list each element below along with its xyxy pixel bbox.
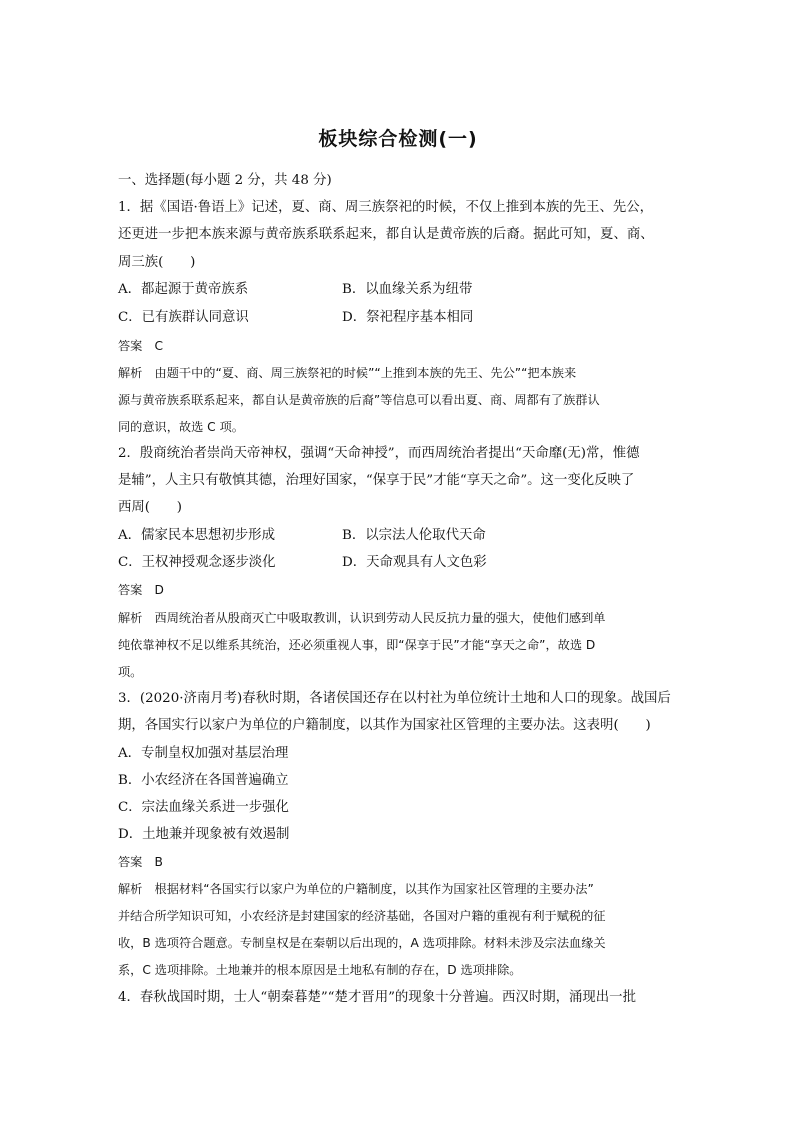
q1-stem-line-2: 还更进一步把本族来源与黄帝族系联系起来，都自认是黄帝族的后裔。据此可知，夏、商、 <box>118 227 654 242</box>
q2-options-row-1 <box>118 527 486 545</box>
q1-option-a: A．都起源于黄帝族系 <box>118 282 249 297</box>
q3-stem-line-2: 期，各国实行以家户为单位的户籍制度，以其作为国家社区管理的主要办法。这表明( ) <box>118 718 651 733</box>
q1-option-d: D．祭祀程序基本相同 <box>342 310 474 325</box>
q2-option-b: B．以宗法人伦取代天命 <box>342 528 486 543</box>
q3-option-b: B．小农经济在各国普遍确立 <box>118 773 289 788</box>
q1-analysis-line-1: 解析 由题干中的“夏、商、周三族祭祀的时候”“上推到本族的先王、先公”“把本族来 <box>118 366 577 380</box>
q1-options-row-1 <box>118 281 473 299</box>
q3-option-a: A．专制皇权加强对基层治理 <box>118 746 289 761</box>
q1-options-row-2 <box>118 309 474 327</box>
q2-analysis-line-3: 项。 <box>118 665 143 679</box>
q2-option-d: D．天命观具有人文色彩 <box>342 555 487 570</box>
q2-answer: 答案 D <box>118 583 164 597</box>
q1-option-c: C．已有族群认同意识 <box>118 310 249 325</box>
page-title: 板块综合检测(一) <box>318 128 478 150</box>
q2-analysis-line-2: 纯依靠神权不足以维系其统治，还必须重视人事，即“保享于民”才能“享天之命”，故选 D <box>118 638 596 652</box>
q1-stem-line-1: 1．据《国语·鲁语上》记述，夏、商、周三族祭祀的时候，不仅上推到本族的先王、先公， <box>118 200 654 215</box>
q2-options-row-2 <box>118 554 487 572</box>
q1-analysis-line-3: 同的意识，故选 C 项。 <box>118 420 244 434</box>
q2-option-a: A．儒家民本思想初步形成 <box>118 528 275 543</box>
q2-option-c: C．王权神授观念逐步淡化 <box>118 555 276 570</box>
q3-stem-line-1: 3．(2020·济南月考)春秋时期，各诸侯国还存在以村社为单位统计土地和人口的现象。战国后 <box>118 691 671 706</box>
q3-analysis-line-2: 并结合所学知识可知，小农经济是封建国家的经济基础，各国对户籍的重视有利于赋税的征 <box>118 909 606 923</box>
q1-option-b: B．以血缘关系为纽带 <box>342 282 473 297</box>
q3-option-c: C．宗法血缘关系进一步强化 <box>118 800 289 815</box>
q2-stem-line-3: 西周( ) <box>118 500 183 515</box>
q2-stem-line-2: 是辅”，人主只有敬慎其德，治理好国家，“保享于民”才能“享天之命”。这一变化反映了 <box>118 473 635 488</box>
q3-option-d: D．土地兼并现象被有效遏制 <box>118 827 290 842</box>
q1-analysis-line-2: 源与黄帝族系联系起来，都自认是黄帝族的后裔”等信息可以看出夏、商、周都有了族群认 <box>118 393 600 407</box>
q2-analysis-line-1: 解析 西周统治者从殷商灭亡中吸取教训，认识到劳动人民反抗力量的强大，使他们感到单 <box>118 611 606 625</box>
q3-analysis-line-4: 系，C 选项排除。土地兼并的根本原因是土地私有制的存在，D 选项排除。 <box>118 963 522 977</box>
q4-stem-line-1: 4．春秋战国时期，士人“朝秦暮楚”“楚才晋用”的现象十分普遍。西汉时期，涌现出一批 <box>118 990 636 1005</box>
q3-answer: 答案 B <box>118 855 163 869</box>
q1-answer: 答案 C <box>118 339 164 353</box>
section-heading: 一、选择题(每小题 2 分，共 48 分) <box>118 173 332 188</box>
q3-analysis-line-1: 解析 根据材料“各国实行以家户为单位的户籍制度，以其作为国家社区管理的主要办法” <box>118 882 594 896</box>
q2-stem-line-1: 2．殷商统治者崇尚天帝神权，强调“天命神授”，而西周统治者提出“天命靡(无)常，惟德 <box>118 446 640 461</box>
q1-stem-line-3: 周三族( ) <box>118 255 196 270</box>
q3-analysis-line-3: 收，B 选项符合题意。专制皇权是在秦朝以后出现的，A 选项排除。材料未涉及宗法血缘关 <box>118 936 606 950</box>
